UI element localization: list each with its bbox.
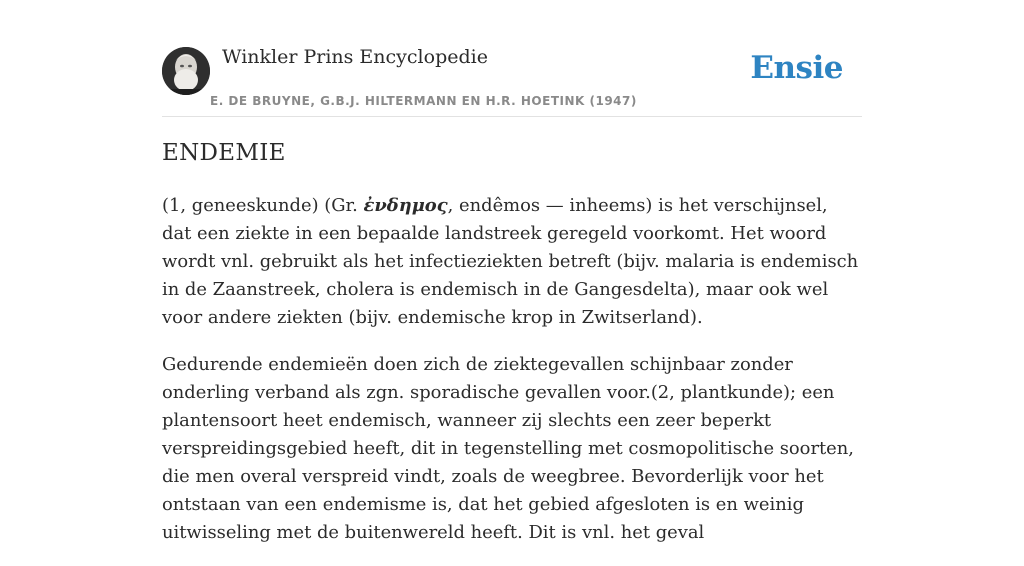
- article-page: [162, 0, 862, 543]
- portrait-image: [162, 47, 210, 95]
- paragraph-1: [162, 192, 862, 332]
- header: [162, 0, 862, 117]
- paragraph-1-intro: (1, geneeskunde) (Gr.: [162, 195, 364, 216]
- paragraph-2: Gedurende endemieën doen zich de ziektegevallen schijnbaar zonder onderling verband als zgn. sporadische gevallen voor.(2, plantkunde); een plantensoort heet endemisch, wanneer zij slechts een zeer beperkt verspreidingsgebied heeft, dit in tegenstelling met cosmopolitische soorten, die men overal verspreid vindt, zoals de weegbree. Bevorderlijk voor het ontstaan van een endemisme is, dat het gebied afgesloten is en weinig uitwisseling met de buitenwereld heeft. Dit is vnl. het geval: [162, 354, 854, 543]
- brand-logo[interactable]: Ensie: [750, 50, 843, 86]
- source-title[interactable]: Winkler Prins Encyclopedie: [222, 46, 488, 68]
- article-title: ENDEMIE: [162, 140, 286, 166]
- greek-term: ἐνδημος: [363, 195, 448, 216]
- paragraph-1-rest: , endêmos — inheems) is het verschijnsel, dat een ziekte in een bepaalde landstreek geregeld voorkomt. Het woord wordt vnl. gebruikt als het infectieziekten betreft (bijv. malaria is endemisch in de Zaanstreek, cholera is endemisch in de Gangesdelta), maar ook wel voor andere ziekten (bijv. endemische krop in Zwitserland).: [162, 195, 859, 328]
- author-avatar[interactable]: [162, 47, 210, 95]
- source-authors: E. DE BRUYNE, G.B.J. HILTERMANN EN H.R. HOETINK (1947): [210, 94, 637, 108]
- article-body: [162, 192, 862, 566]
